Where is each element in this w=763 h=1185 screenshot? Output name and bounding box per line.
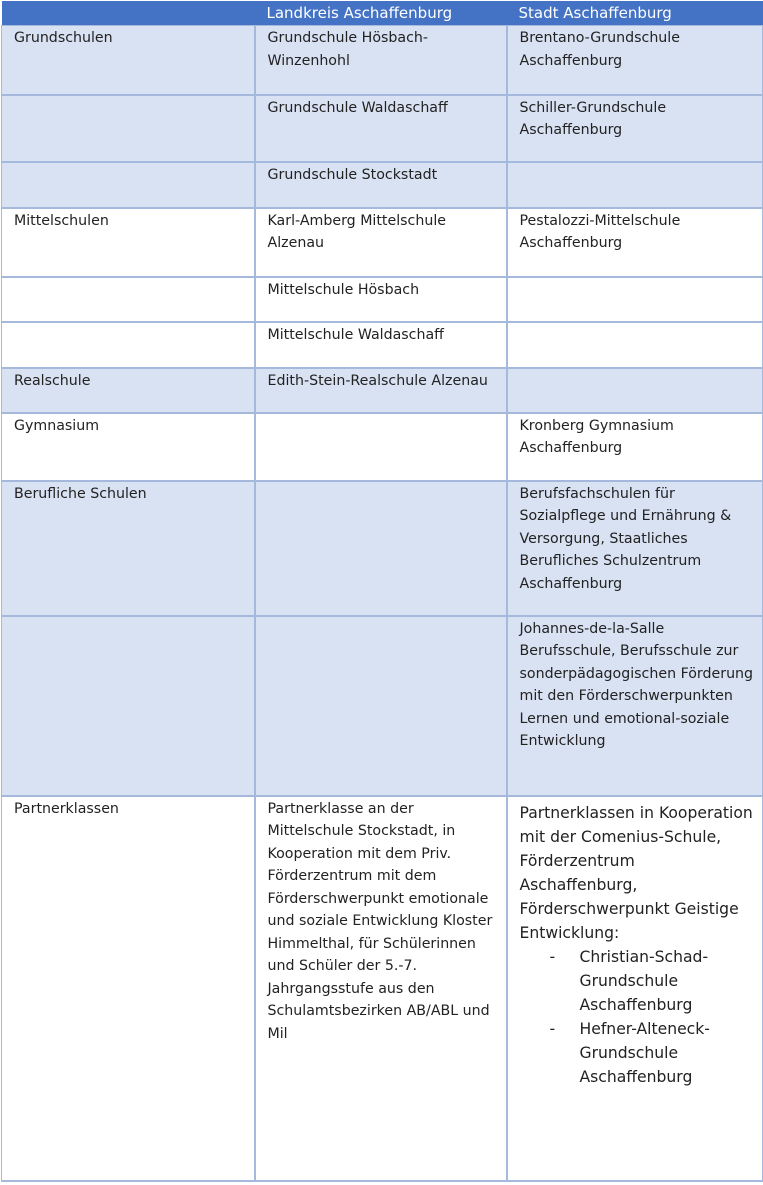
table-row [2,95,763,162]
cell-stadt: Berufsfachschulen für Sozialpflege und Ernährung & Versorgung, Staatliches Berufliches Schulzentrum Aschaffenburg [507,481,763,616]
cell-stadt [507,368,763,413]
cell-stadt: Schiller-Grundschule Aschaffenburg [507,95,763,162]
cell-category: Partnerklassen [2,796,255,1181]
table-row [2,26,763,95]
cell-category [2,162,255,208]
table-row [2,322,763,368]
cell-landkreis: Karl-Amberg Mittelschule Alzenau [255,208,507,277]
cell-landkreis [255,481,507,616]
table-row [2,481,763,616]
header-row [2,1,763,26]
cell-stadt [507,277,763,322]
table-row [2,616,763,796]
cell-stadt: Kronberg Gymnasium Aschaffenburg [507,413,763,481]
list-item [550,1017,754,1089]
schools-table [1,1,763,1182]
cell-landkreis [255,413,507,481]
cell-category [2,277,255,322]
cell-landkreis [255,616,507,796]
table-row [2,413,763,481]
cell-category: Realschule [2,368,255,413]
cell-stadt: Johannes-de-la-Salle Berufsschule, Berufsschule zur sonderpädagogischen Förderung mit den Förderschwerpunkten Lernen und emotional-soziale Entwicklung [507,616,763,796]
table-row [2,208,763,277]
cell-category: Grundschulen [2,26,255,95]
cell-stadt-partnerklassen [507,796,763,1181]
cell-landkreis: Partnerklasse an der Mittelschule Stockstadt, in Kooperation mit dem Priv. Förderzentrum mit dem Förderschwerpunkt emotionale und soziale Entwicklung Kloster Himmelthal, für Schülerinnen und Schüler der 5.-7. Jahrgangsstufe aus den Schulamtsbezirken AB/ABL und Mil [255,796,507,1181]
cell-stadt [507,322,763,368]
header-col-landkreis: Landkreis Aschaffenburg [255,1,507,26]
header-col-category [2,1,255,26]
cell-category: Berufliche Schulen [2,481,255,616]
cell-stadt [507,162,763,208]
list-item-text: Hefner-Alteneck-Grundschule Aschaffenburg [579,1019,710,1086]
cell-landkreis: Grundschule Waldaschaff [255,95,507,162]
table-row [2,368,763,413]
table-row [2,162,763,208]
list-item [550,945,754,1017]
cell-stadt: Brentano-Grundschule Aschaffenburg [507,26,763,95]
dash-bullet: - [549,947,556,966]
table-row-partnerklassen [2,796,763,1181]
cell-landkreis: Mittelschule Hösbach [255,277,507,322]
partnerklassen-intro: Partnerklassen in Kooperation mit der Comenius-Schule, Förderzentrum Aschaffenburg, Förderschwerpunkt Geistige Entwicklung: [519,803,753,942]
partnerklassen-list [520,945,754,1089]
cell-landkreis: Grundschule Hösbach-Winzenhohl [255,26,507,95]
cell-category [2,616,255,796]
cell-stadt: Pestalozzi-Mittelschule Aschaffenburg [507,208,763,277]
table-row [2,277,763,322]
cell-landkreis: Edith-Stein-Realschule Alzenau [255,368,507,413]
dash-bullet: - [549,1019,556,1038]
cell-category [2,95,255,162]
cell-landkreis: Grundschule Stockstadt [255,162,507,208]
cell-landkreis: Mittelschule Waldaschaff [255,322,507,368]
cell-category: Mittelschulen [2,208,255,277]
header-col-stadt: Stadt Aschaffenburg [507,1,763,26]
list-item-text: Christian-Schad-Grundschule Aschaffenburg [579,947,709,1014]
cell-category [2,322,255,368]
cell-category: Gymnasium [2,413,255,481]
